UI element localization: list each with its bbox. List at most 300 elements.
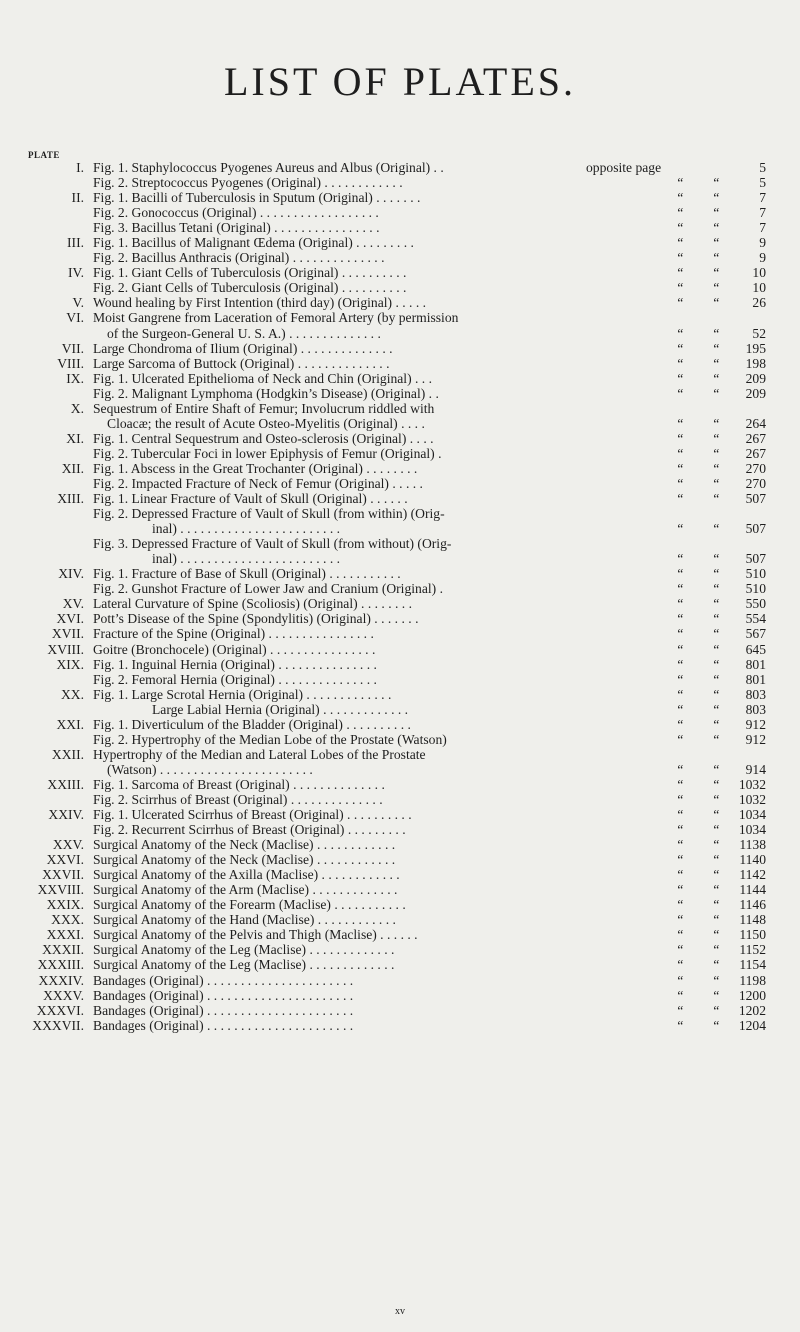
ditto-mark: “	[712, 1017, 720, 1033]
page-reference: 1204	[738, 1017, 766, 1033]
ditto-mark: “	[676, 280, 684, 296]
ditto-mark: “	[712, 882, 720, 898]
plate-description: Fig. 3. Depressed Fracture of Vault of Skull (from without) (Orig-	[93, 536, 452, 552]
page-reference: 1200	[738, 987, 766, 1003]
ditto-mark: “	[676, 190, 684, 206]
ditto-mark: “	[676, 987, 684, 1003]
plate-description: Fig. 2. Giant Cells of Tuberculosis (Original) . . . . . . . . . .	[93, 280, 407, 296]
page-reference: 5	[759, 175, 766, 191]
page-reference: 209	[745, 385, 766, 401]
ditto-mark: “	[712, 987, 720, 1003]
page-reference: 1148	[739, 912, 766, 928]
plate-row	[0, 566, 800, 581]
plate-number: XXXVI.	[36, 1002, 84, 1018]
ditto-mark: “	[676, 581, 684, 597]
page-reference: 5	[759, 160, 766, 175]
plate-row	[0, 882, 800, 897]
ditto-mark: “	[712, 776, 720, 792]
plate-row	[0, 536, 800, 551]
plate-description: Goitre (Bronchocele) (Original) . . . . . . . . . . . . . . . .	[93, 641, 376, 657]
plate-number: XXX.	[51, 912, 84, 928]
ditto-mark: “	[676, 611, 684, 627]
plate-number: XVIII.	[47, 641, 84, 657]
ditto-mark: “	[676, 385, 684, 401]
page-reference: 267	[745, 430, 766, 446]
page-reference: 270	[745, 475, 766, 491]
plate-number: XXVI.	[46, 852, 84, 868]
page-reference: 7	[759, 190, 766, 206]
ditto-mark: “	[676, 370, 684, 386]
ditto-mark: “	[712, 701, 720, 717]
plate-number: XXI.	[56, 716, 84, 732]
plate-number: I.	[76, 160, 84, 175]
plate-row	[0, 687, 800, 702]
ditto-mark: “	[676, 867, 684, 883]
page-reference: 209	[745, 370, 766, 386]
plate-row	[0, 973, 800, 988]
ditto-mark: “	[676, 791, 684, 807]
plate-row	[0, 672, 800, 687]
ditto-mark: “	[712, 521, 720, 537]
ditto-mark: “	[712, 852, 720, 868]
plate-number: XXV.	[52, 837, 84, 853]
ditto-mark: “	[712, 491, 720, 507]
ditto-mark: “	[676, 822, 684, 838]
ditto-mark: “	[712, 791, 720, 807]
plate-row	[0, 611, 800, 626]
plate-row	[0, 642, 800, 657]
page-reference: 567	[745, 626, 766, 642]
plates-list	[0, 160, 800, 1033]
plate-row	[0, 867, 800, 882]
ditto-mark: “	[712, 1002, 720, 1018]
page-reference: 912	[745, 716, 766, 732]
plate-row	[0, 521, 800, 536]
plate-row	[0, 446, 800, 461]
ditto-mark: “	[712, 205, 720, 221]
page-reference: 198	[745, 355, 766, 371]
page-reference: 1034	[738, 807, 766, 823]
ditto-mark: “	[676, 235, 684, 251]
ditto-mark: “	[712, 671, 720, 687]
ditto-mark: “	[712, 596, 720, 612]
plate-row	[0, 265, 800, 280]
ditto-mark: “	[676, 415, 684, 431]
ditto-mark: “	[676, 445, 684, 461]
plate-description: Surgical Anatomy of the Axilla (Maclise) . . . . . . . . . . . .	[93, 867, 400, 883]
page-reference: 507	[745, 551, 766, 567]
page-reference: 554	[745, 611, 766, 627]
page-reference: 1154	[739, 957, 766, 973]
ditto-mark: “	[712, 807, 720, 823]
ditto-mark: “	[712, 340, 720, 356]
page-reference: 803	[745, 686, 766, 702]
page-number: xv	[395, 1306, 405, 1317]
page-reference: 1138	[739, 837, 766, 853]
ditto-mark: “	[712, 626, 720, 642]
page-reference: 1140	[739, 852, 766, 868]
plate-row	[0, 912, 800, 927]
plate-description: Cloacæ; the result of Acute Osteo-Myelitis (Original) . . . .	[107, 415, 425, 431]
plate-row	[0, 431, 800, 446]
plate-number: XIV.	[58, 566, 84, 582]
ditto-mark: “	[712, 566, 720, 582]
plate-description: Fig. 2. Recurrent Scirrhus of Breast (Original) . . . . . . . . .	[93, 822, 406, 838]
ditto-mark: “	[676, 837, 684, 853]
plate-number: XXXIII.	[37, 957, 84, 973]
page-reference: 803	[745, 701, 766, 717]
plate-row	[0, 401, 800, 416]
plate-row	[0, 280, 800, 295]
plate-description: Moist Gangrene from Laceration of Femoral Artery (by permission	[93, 310, 459, 326]
ditto-mark: “	[676, 942, 684, 958]
ditto-mark: “	[676, 882, 684, 898]
plate-description: Fig. 1. Central Sequestrum and Osteo-sclerosis (Original) . . . .	[93, 430, 434, 446]
plate-description: Fig. 1. Bacillus of Malignant Œdema (Original) . . . . . . . . .	[93, 235, 414, 251]
plate-row	[0, 747, 800, 762]
plate-description: Bandages (Original) . . . . . . . . . . . . . . . . . . . . . .	[93, 1002, 354, 1018]
page-reference: 510	[745, 566, 766, 582]
ditto-mark: “	[676, 656, 684, 672]
ditto-mark: “	[676, 220, 684, 236]
plate-number: XXIX.	[46, 897, 84, 913]
plate-description: Hypertrophy of the Median and Lateral Lobes of the Prostate	[93, 746, 426, 762]
ditto-mark: “	[676, 175, 684, 191]
ditto-mark: “	[712, 370, 720, 386]
plate-description: Fig. 2. Gonococcus (Original) . . . . . . . . . . . . . . . . . .	[93, 205, 379, 221]
ditto-mark: “	[676, 686, 684, 702]
plate-row	[0, 205, 800, 220]
plate-row	[0, 295, 800, 310]
ditto-mark: “	[676, 701, 684, 717]
plate-number: IX.	[66, 370, 84, 386]
ditto-mark: “	[712, 280, 720, 296]
page-reference: 9	[759, 235, 766, 251]
plate-description: Surgical Anatomy of the Pelvis and Thigh (Maclise) . . . . . .	[93, 927, 418, 943]
ditto-mark: “	[712, 220, 720, 236]
plate-number: VIII.	[57, 355, 84, 371]
ditto-mark: “	[676, 1002, 684, 1018]
ditto-mark: “	[676, 566, 684, 582]
plate-description: Fig. 2. Streptococcus Pyogenes (Original) . . . . . . . . . . . .	[93, 175, 403, 191]
plate-description: Fig. 2. Scirrhus of Breast (Original) . . . . . . . . . . . . . .	[93, 791, 383, 807]
page-reference: 264	[745, 415, 766, 431]
page-reference: 7	[759, 205, 766, 221]
plate-description: Fig. 1. Abscess in the Great Trochanter (Original) . . . . . . . .	[93, 460, 418, 476]
ditto-mark: “	[712, 475, 720, 491]
ditto-mark: “	[676, 671, 684, 687]
plate-row	[0, 957, 800, 972]
plate-description: Large Sarcoma of Buttock (Original) . . . . . . . . . . . . . .	[93, 355, 390, 371]
plate-row	[0, 792, 800, 807]
ditto-mark: “	[712, 430, 720, 446]
plate-description: Fig. 2. Depressed Fracture of Vault of Skull (from within) (Orig-	[93, 506, 445, 522]
plate-row	[0, 235, 800, 250]
ditto-mark: “	[712, 641, 720, 657]
page-reference: 507	[745, 521, 766, 537]
plate-description: Fig. 2. Gunshot Fracture of Lower Jaw and Cranium (Original) .	[93, 581, 443, 597]
plate-row	[0, 371, 800, 386]
plate-description: Fig. 2. Hypertrophy of the Median Lobe of the Prostate (Watson)	[93, 731, 447, 747]
plate-row	[0, 341, 800, 356]
ditto-mark: “	[712, 415, 720, 431]
ditto-mark: “	[676, 912, 684, 928]
page-reference: 645	[745, 641, 766, 657]
plate-number: XV.	[62, 596, 84, 612]
ditto-mark: “	[712, 716, 720, 732]
plate-row	[0, 702, 800, 717]
ditto-mark: “	[712, 611, 720, 627]
ditto-mark: “	[712, 957, 720, 973]
plate-number: XXIII.	[47, 776, 84, 792]
plate-number: V.	[72, 295, 84, 311]
ditto-mark: “	[712, 190, 720, 206]
plate-description: Fig. 1. Inguinal Hernia (Original) . . . . . . . . . . . . . . .	[93, 656, 377, 672]
plate-description: Surgical Anatomy of the Leg (Maclise) . . . . . . . . . . . . .	[93, 942, 395, 958]
plate-row	[0, 657, 800, 672]
ditto-mark: “	[676, 807, 684, 823]
plate-description: Sequestrum of Entire Shaft of Femur; Involucrum riddled with	[93, 400, 435, 416]
plate-number: XXVII.	[42, 867, 84, 883]
ditto-mark: “	[712, 686, 720, 702]
plate-description: Lateral Curvature of Spine (Scoliosis) (Original) . . . . . . . .	[93, 596, 413, 612]
plate-description: Fig. 1. Ulcerated Epithelioma of Neck and Chin (Original) . . .	[93, 370, 433, 386]
ditto-mark: “	[712, 761, 720, 777]
plate-number: XII.	[61, 460, 84, 476]
ditto-mark: “	[676, 852, 684, 868]
ditto-mark: “	[712, 837, 720, 853]
ditto-mark: “	[676, 430, 684, 446]
plate-row	[0, 175, 800, 190]
plate-row	[0, 717, 800, 732]
plate-description: Fig. 1. Fracture of Base of Skull (Original) . . . . . . . . . . .	[93, 566, 401, 582]
ditto-mark: “	[712, 897, 720, 913]
page-reference: 52	[752, 325, 766, 341]
plate-row	[0, 386, 800, 401]
plate-row	[0, 551, 800, 566]
plate-row	[0, 1003, 800, 1018]
page-reference: 9	[759, 250, 766, 266]
page-reference: 801	[745, 656, 766, 672]
plate-number: VI.	[66, 310, 84, 326]
ditto-mark: “	[676, 761, 684, 777]
page-reference: 270	[745, 460, 766, 476]
ditto-mark: “	[676, 972, 684, 988]
plate-number: XXXIV.	[38, 972, 84, 988]
plate-number: XXVIII.	[37, 882, 84, 898]
ditto-mark: “	[676, 355, 684, 371]
plate-row	[0, 476, 800, 491]
plate-description: Surgical Anatomy of the Forearm (Maclise) . . . . . . . . . . .	[93, 897, 406, 913]
plate-description: Fig. 2. Femoral Hernia (Original) . . . . . . . . . . . . . . .	[93, 671, 377, 687]
plate-row	[0, 807, 800, 822]
ditto-mark: “	[676, 957, 684, 973]
plate-description: Fig. 1. Ulcerated Scirrhus of Breast (Original) . . . . . . . . . .	[93, 807, 412, 823]
plate-row	[0, 506, 800, 521]
plate-description: Wound healing by First Intention (third day) (Original) . . . . .	[93, 295, 427, 311]
plate-row	[0, 837, 800, 852]
plate-description: Large Chondroma of Ilium (Original) . . . . . . . . . . . . . .	[93, 340, 393, 356]
plate-row	[0, 988, 800, 1003]
page-reference: 550	[745, 596, 766, 612]
plate-number: XIII.	[57, 491, 84, 507]
ditto-mark: “	[676, 475, 684, 491]
plate-number: XXII.	[51, 746, 84, 762]
plate-number: XVI.	[56, 611, 84, 627]
plate-number: XIX.	[56, 656, 84, 672]
plate-number: XXXV.	[43, 987, 84, 1003]
plate-description: Bandages (Original) . . . . . . . . . . . . . . . . . . . . . .	[93, 987, 354, 1003]
ditto-mark: “	[712, 731, 720, 747]
plate-row	[0, 596, 800, 611]
plate-row	[0, 822, 800, 837]
ditto-mark: “	[676, 641, 684, 657]
opposite-page-label: opposite page	[586, 160, 662, 175]
page-reference: 1142	[739, 867, 766, 883]
plate-number: II.	[71, 190, 84, 206]
plate-description: Fig. 1. Linear Fracture of Vault of Skull (Original) . . . . . .	[93, 491, 408, 507]
plate-description: Surgical Anatomy of the Neck (Maclise) . . . . . . . . . . . .	[93, 837, 396, 853]
plate-description: Fig. 2. Tubercular Foci in lower Epiphysis of Femur (Original) .	[93, 445, 442, 461]
ditto-mark: “	[676, 716, 684, 732]
plate-description: Fig. 1. Sarcoma of Breast (Original) . . . . . . . . . . . . . .	[93, 776, 385, 792]
ditto-mark: “	[676, 460, 684, 476]
plate-number: XI.	[66, 430, 84, 446]
page-reference: 1144	[739, 882, 766, 898]
page-title: LIST OF PLATES.	[223, 59, 577, 104]
ditto-mark: “	[676, 1017, 684, 1033]
plate-description: (Watson) . . . . . . . . . . . . . . . . . . . . . . .	[107, 761, 313, 777]
plate-description: Pott’s Disease of the Spine (Spondylitis) (Original) . . . . . . .	[93, 611, 419, 627]
plate-row	[0, 310, 800, 325]
ditto-mark: “	[712, 385, 720, 401]
ditto-mark: “	[712, 942, 720, 958]
plate-row	[0, 581, 800, 596]
ditto-mark: “	[676, 776, 684, 792]
ditto-mark: “	[676, 596, 684, 612]
ditto-mark: “	[712, 581, 720, 597]
plate-row	[0, 356, 800, 371]
page-reference: 507	[745, 491, 766, 507]
page-reference: 26	[752, 295, 766, 311]
page-reference: 1146	[739, 897, 766, 913]
ditto-mark: “	[712, 822, 720, 838]
plate-description: inal) . . . . . . . . . . . . . . . . . . . . . . . .	[152, 551, 341, 567]
ditto-mark: “	[712, 175, 720, 191]
plate-description: Fig. 2. Impacted Fracture of Neck of Femur (Original) . . . . .	[93, 475, 423, 491]
page-reference: 10	[752, 265, 766, 281]
page-reference: 7	[759, 220, 766, 236]
plate-number: IV.	[68, 265, 84, 281]
page-reference: 510	[745, 581, 766, 597]
page-reference: 1034	[738, 822, 766, 838]
plate-row	[0, 190, 800, 205]
plate-row	[0, 626, 800, 641]
ditto-mark: “	[676, 551, 684, 567]
page-reference: 1152	[739, 942, 766, 958]
ditto-mark: “	[676, 205, 684, 221]
ditto-mark: “	[676, 340, 684, 356]
ditto-mark: “	[712, 355, 720, 371]
plate-number: VII.	[61, 340, 84, 356]
plate-row	[0, 1018, 800, 1033]
page-reference: 914	[745, 761, 766, 777]
plate-row	[0, 897, 800, 912]
ditto-mark: “	[676, 325, 684, 341]
page-reference: 912	[745, 731, 766, 747]
plate-number: XXXII.	[42, 942, 84, 958]
plate-row	[0, 762, 800, 777]
page-reference: 195	[745, 340, 766, 356]
plate-row	[0, 250, 800, 265]
ditto-mark: “	[712, 972, 720, 988]
plate-description: Large Labial Hernia (Original) . . . . . . . . . . . . .	[152, 701, 409, 717]
plate-description: Fig. 1. Large Scrotal Hernia (Original) . . . . . . . . . . . . .	[93, 686, 392, 702]
ditto-mark: “	[676, 250, 684, 266]
plate-row	[0, 416, 800, 431]
plate-description: Fig. 1. Diverticulum of the Bladder (Original) . . . . . . . . . .	[93, 716, 411, 732]
plate-description: Fig. 2. Malignant Lymphoma (Hodgkin’s Disease) (Original) . .	[93, 385, 439, 401]
plate-row	[0, 491, 800, 506]
plate-number: XXXVII.	[32, 1017, 84, 1033]
plate-row	[0, 777, 800, 792]
ditto-mark: “	[712, 235, 720, 251]
ditto-mark: “	[676, 521, 684, 537]
ditto-mark: “	[676, 265, 684, 281]
plate-row	[0, 326, 800, 341]
plate-description: Fig. 2. Bacillus Anthracis (Original) . . . . . . . . . . . . . .	[93, 250, 385, 266]
ditto-mark: “	[712, 325, 720, 341]
plate-description: Surgical Anatomy of the Arm (Maclise) . . . . . . . . . . . . .	[93, 882, 398, 898]
ditto-mark: “	[712, 250, 720, 266]
plate-number: XXXI.	[46, 927, 84, 943]
ditto-mark: “	[676, 927, 684, 943]
plate-description: Surgical Anatomy of the Hand (Maclise) . . . . . . . . . . . .	[93, 912, 396, 928]
page-reference: 801	[745, 671, 766, 687]
ditto-mark: “	[712, 551, 720, 567]
ditto-mark: “	[712, 867, 720, 883]
plate-number: III.	[67, 235, 84, 251]
plate-description: of the Surgeon-General U. S. A.) . . . . . . . . . . . . . .	[107, 325, 381, 341]
plate-row	[0, 852, 800, 867]
ditto-mark: “	[712, 295, 720, 311]
plate-description: Fracture of the Spine (Original) . . . . . . . . . . . . . . . .	[93, 626, 374, 642]
plate-number: XX.	[60, 686, 84, 702]
ditto-mark: “	[712, 912, 720, 928]
plate-description: Fig. 1. Giant Cells of Tuberculosis (Original) . . . . . . . . . .	[93, 265, 407, 281]
plate-description: Fig. 1. Staphylococcus Pyogenes Aureus and Albus (Original) . .	[93, 160, 444, 175]
page-reference: 1150	[739, 927, 766, 943]
ditto-mark: “	[712, 445, 720, 461]
plate-description: Fig. 3. Bacillus Tetani (Original) . . . . . . . . . . . . . . . .	[93, 220, 380, 236]
plate-number: XVII.	[51, 626, 84, 642]
ditto-mark: “	[676, 897, 684, 913]
page-reference: 1032	[738, 791, 766, 807]
ditto-mark: “	[712, 265, 720, 281]
ditto-mark: “	[676, 491, 684, 507]
plate-number: X.	[70, 400, 84, 416]
plate-column-header: PLATE	[28, 150, 60, 160]
plate-row	[0, 160, 800, 175]
ditto-mark: “	[712, 927, 720, 943]
page-reference: 10	[752, 280, 766, 296]
ditto-mark: “	[676, 731, 684, 747]
page-reference: 1032	[738, 776, 766, 792]
ditto-mark: “	[712, 460, 720, 476]
plate-description: Fig. 1. Bacilli of Tuberculosis in Sputum (Original) . . . . . . .	[93, 190, 421, 206]
ditto-mark: “	[676, 295, 684, 311]
plate-description: Bandages (Original) . . . . . . . . . . . . . . . . . . . . . .	[93, 1017, 354, 1033]
